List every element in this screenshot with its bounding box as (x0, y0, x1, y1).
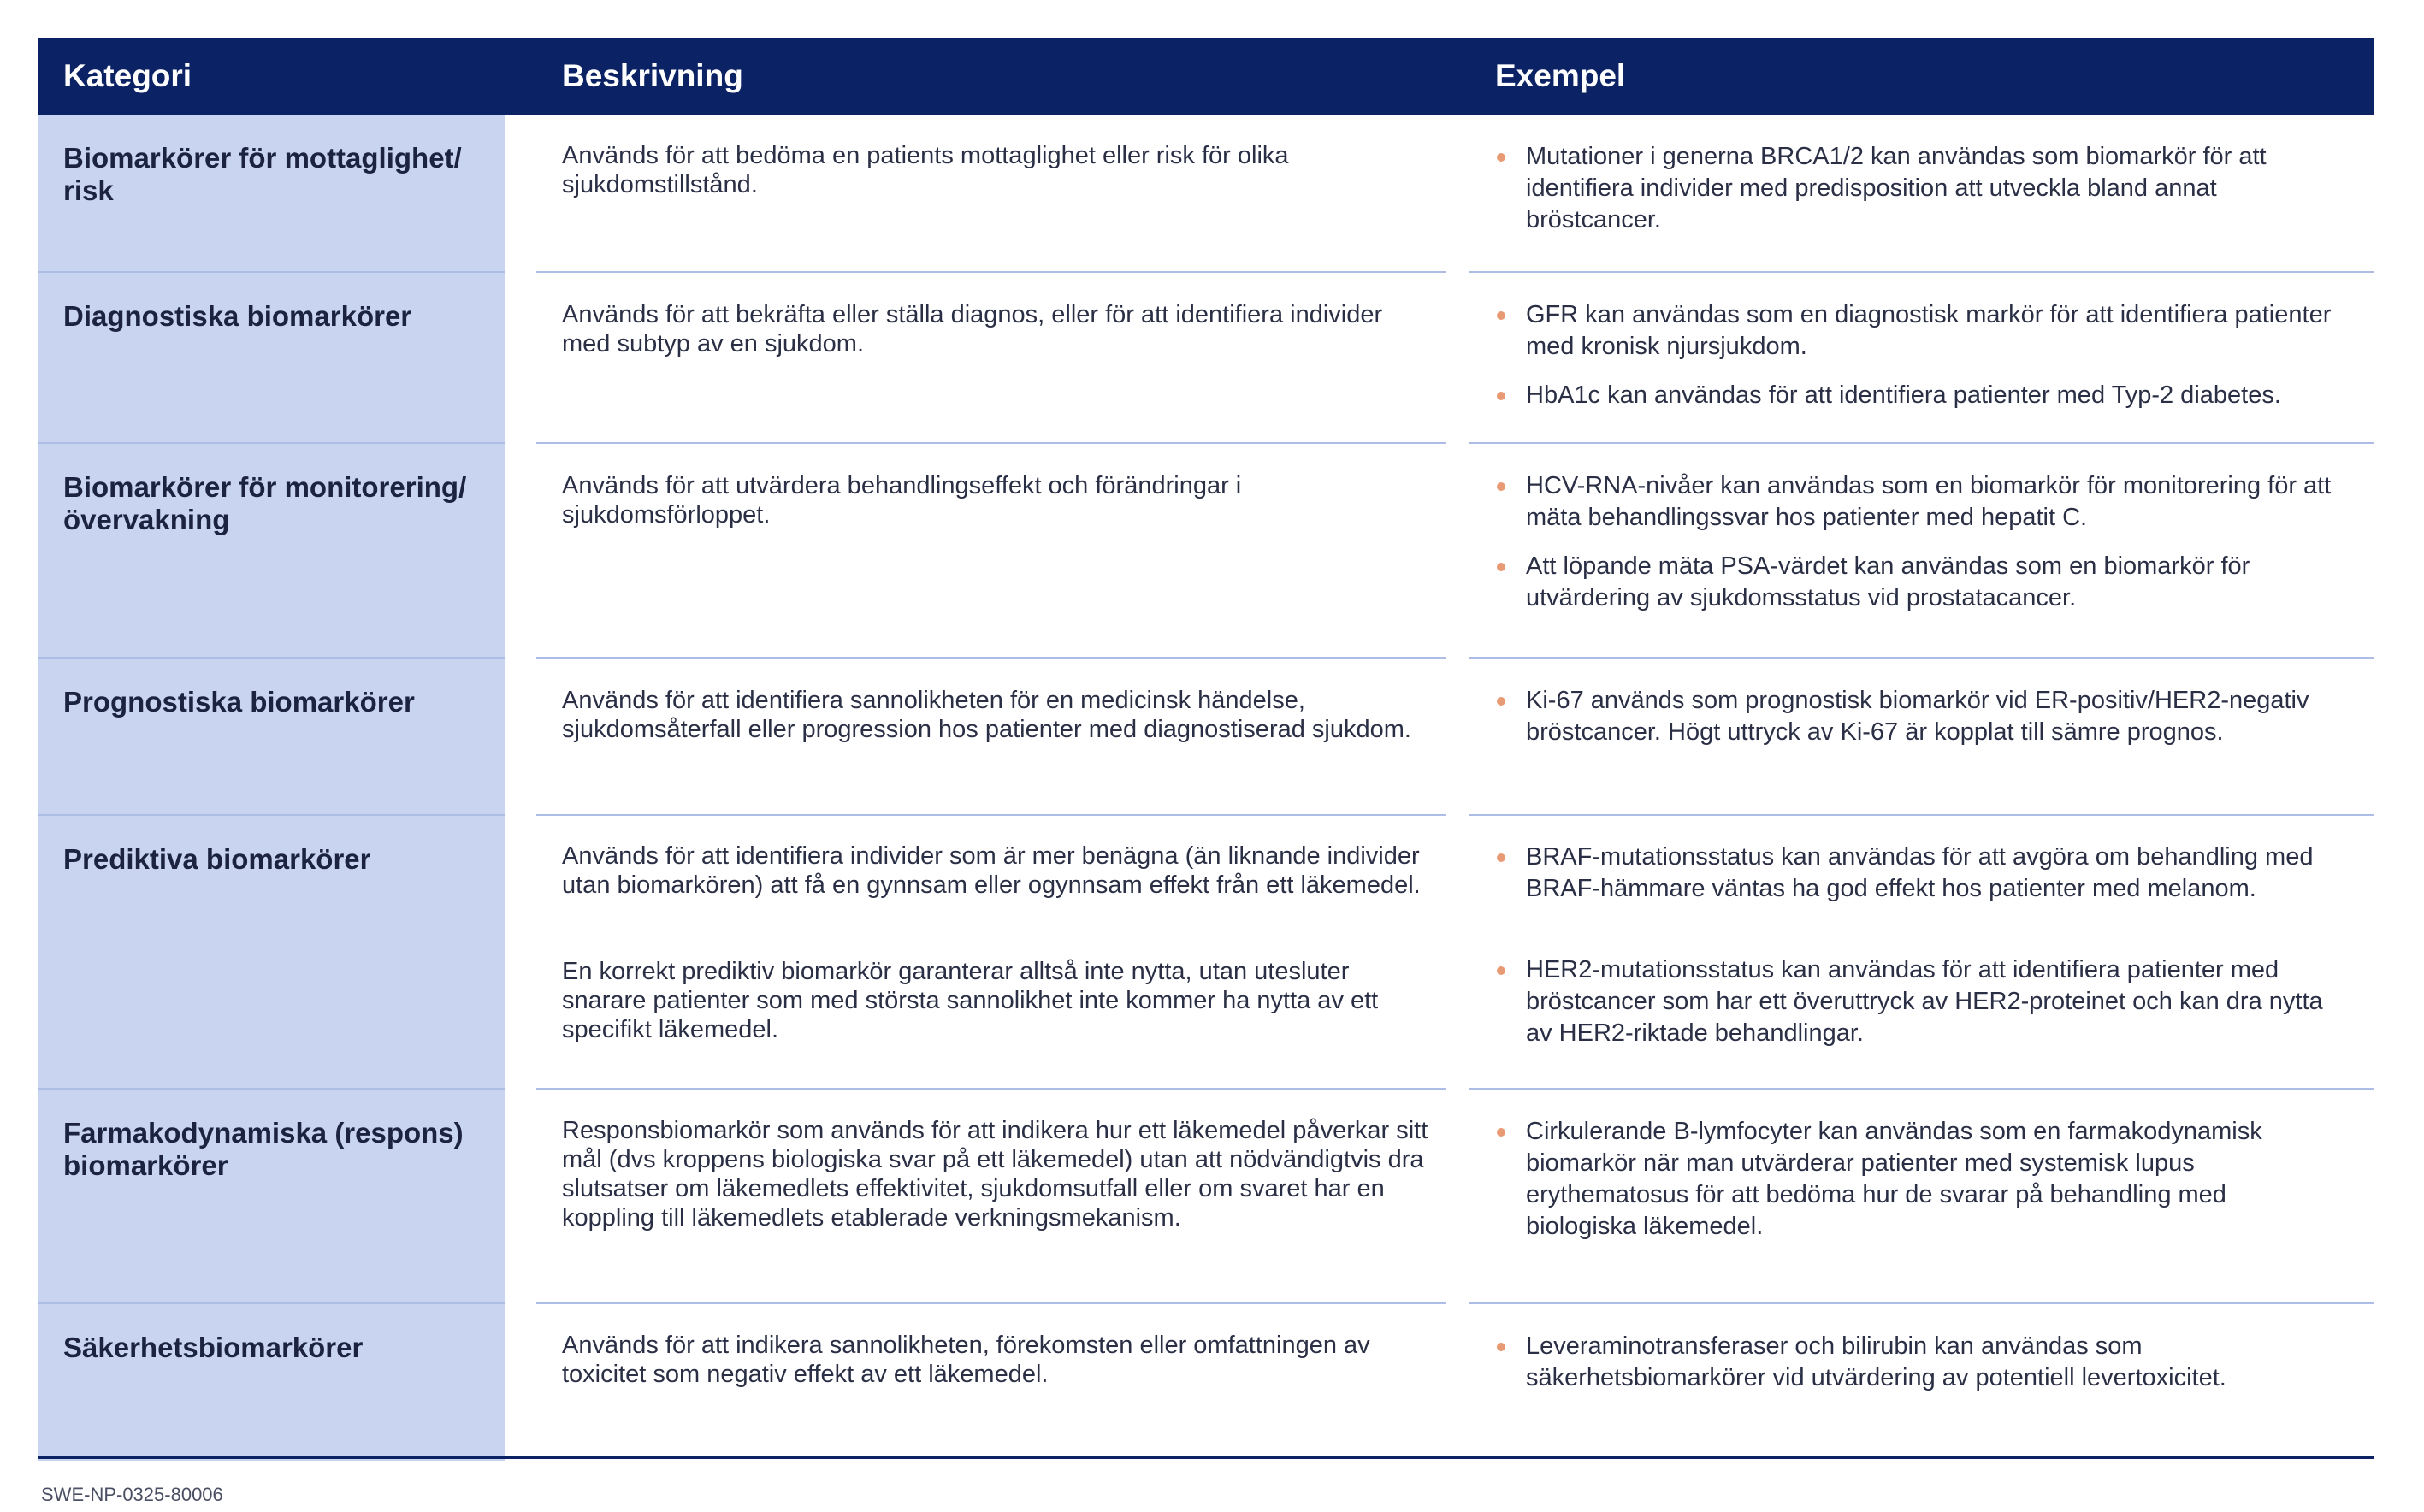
description-text: Används för att bedöma en patients mottaglighet eller risk för olika sjukdomstillstånd. (562, 142, 1289, 198)
category-label: Biomarkörer för monitorering/ övervakning (63, 471, 467, 535)
table-row (38, 816, 2374, 1090)
bullet-icon (1497, 697, 1505, 706)
example-item: GFR kan användas som en diagnostisk markör för att identifiera patienter med kronisk njursjukdom. (1497, 299, 2335, 363)
example-cell (1469, 115, 2374, 273)
bullet-icon (1497, 1128, 1505, 1137)
bullet-icon (1497, 853, 1505, 862)
bullet-icon (1497, 482, 1505, 491)
example-item: Mutationer i generna BRCA1/2 kan användas som biomarkör för att identifiera individer med predisposition att utveckla bland annat bröstcancer. (1497, 141, 2335, 236)
header-category: Kategori (63, 58, 192, 93)
category-cell (38, 115, 505, 273)
description-cell (536, 1304, 1446, 1461)
category-cell (38, 816, 505, 1090)
description-text: Används för att identifiera sannolikheten för en medicinsk händelse, sjukdomsåterfall eller progression hos patienter med diagnostiserad sjukdom. (562, 687, 1411, 743)
bullet-icon (1497, 1343, 1505, 1351)
example-cell (1469, 659, 2374, 816)
example-item: BRAF-mutationsstatus kan användas för att avgöra om behandling med BRAF-hämmare väntas ha god effekt hos patienter med melanom. (1497, 842, 2335, 905)
header-description: Beskrivning (562, 58, 743, 93)
example-cell (1469, 273, 2374, 444)
table-row (38, 659, 2374, 816)
table-header (38, 38, 2374, 115)
category-label: Biomarkörer för mottaglighet/ risk (63, 142, 462, 206)
example-cell (1469, 816, 2374, 1090)
category-label: Farmakodynamiska (respons) biomarkörer (63, 1117, 464, 1181)
example-item: Ki-67 används som prognostisk biomarkör vid ER-positiv/HER2-negativ bröstcancer. Högt uttryck av Ki-67 är kopplat till sämre prognos. (1497, 685, 2335, 748)
header-example: Exempel (1495, 58, 1626, 93)
category-cell (38, 444, 505, 659)
table-row (38, 1304, 2374, 1461)
description-cell (536, 115, 1446, 273)
example-item: HCV-RNA-nivåer kan användas som en biomarkör för monitorering för att mäta behandlingssvar hos patienter med hepatit C. (1497, 470, 2335, 534)
description-cell (536, 816, 1446, 1090)
category-cell (38, 659, 505, 816)
category-label: Säkerhetsbiomarkörer (63, 1332, 364, 1363)
table-row (38, 444, 2374, 659)
table-row (38, 273, 2374, 444)
table-row (38, 115, 2374, 273)
category-cell (38, 1090, 505, 1304)
bullet-icon (1497, 392, 1505, 400)
bullet-icon (1497, 153, 1505, 162)
description-cell (536, 273, 1446, 444)
description-text: Används för att bekräfta eller ställa diagnos, eller för att identifiera individer med subtyp av en sjukdom. (562, 301, 1383, 357)
bottom-rule (38, 1456, 2374, 1459)
bullet-icon (1497, 311, 1505, 320)
bullet-icon (1497, 966, 1505, 975)
document-code: SWE-NP-0325-80006 (41, 1484, 223, 1505)
example-item: Cirkulerande B-lymfocyter kan användas som en farmakodynamisk biomarkör när man utvärderar patienter med systemisk lupus erythematosus för att bedöma hur de svarar på behandling med biologiska läkemedel. (1497, 1116, 2335, 1243)
category-label: Diagnostiska biomarkörer (63, 300, 412, 332)
description-text: Används för att identifiera individer som är mer benägna (än liknande individer utan biomarkören) att få en gynnsam eller ogynnsam effekt från ett läkemedel. (562, 842, 1421, 899)
example-item: Att löpande mäta PSA-värdet kan användas som en biomarkör för utvärdering av sjukdomsstatus vid prostatacancer. (1497, 551, 2335, 614)
example-cell (1469, 444, 2374, 659)
example-item: HER2-mutationsstatus kan användas för att identifiera patienter med bröstcancer som har ett överuttryck av HER2-proteinet och kan dra nytta av HER2-riktade behandlingar. (1497, 954, 2335, 1049)
description-text: Används för att indikera sannolikheten, förekomsten eller omfattningen av toxicitet som negativ effekt av ett läkemedel. (562, 1332, 1370, 1388)
category-cell (38, 273, 505, 444)
description-text: En korrekt prediktiv biomarkör garanterar alltså inte nytta, utan utesluter snarare patienter som med största sannolikhet inte kommer ha nytta av ett specifikt läkemedel. (562, 958, 1379, 1043)
description-cell (536, 1090, 1446, 1304)
example-item: Leveraminotransferaser och bilirubin kan användas som säkerhetsbiomarkörer vid utvärdering av potentiell levertoxicitet. (1497, 1331, 2335, 1394)
description-text: Används för att utvärdera behandlingseffekt och förändringar i sjukdomsförloppet. (562, 472, 1242, 529)
example-cell (1469, 1090, 2374, 1304)
example-cell (1469, 1304, 2374, 1461)
category-cell (38, 1304, 505, 1461)
category-label: Prediktiva biomarkörer (63, 843, 371, 875)
description-cell (536, 444, 1446, 659)
table-row (38, 1090, 2374, 1304)
description-text: Responsbiomarkör som används för att indikera hur ett läkemedel påverkar sitt mål (dvs kroppens biologiska svar på ett läkemedel) utan att nödvändigtvis dra slutsatser om läkemedlets effektivitet, sjukdomsutfall eller om svaret har en koppling till läkemedlets etablerade verkningsmekanism. (562, 1117, 1428, 1231)
biomarker-table (38, 38, 2374, 1461)
description-cell (536, 659, 1446, 816)
example-item: HbA1c kan användas för att identifiera patienter med Typ-2 diabetes. (1497, 380, 2335, 411)
category-label: Prognostiska biomarkörer (63, 686, 415, 718)
bullet-icon (1497, 563, 1505, 571)
